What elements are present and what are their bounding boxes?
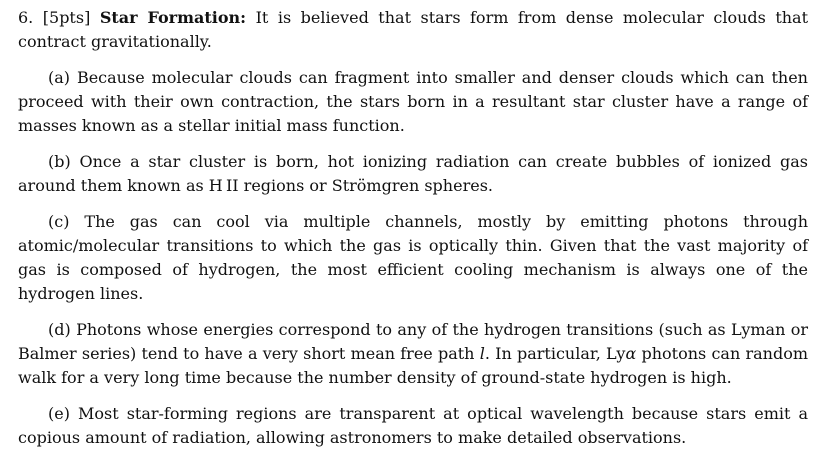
part-b-roman-numeral: II bbox=[225, 176, 239, 195]
part-b-text-before: Once a star cluster is born, hot ionizing radiation can create bubbles of ionized gas around them known as bbox=[18, 152, 808, 195]
part-c bbox=[18, 210, 808, 306]
part-e-label: (e) bbox=[48, 404, 70, 423]
part-b-label: (b) bbox=[48, 152, 71, 171]
problem-points: [5pts] bbox=[42, 8, 91, 27]
part-d-label: (d) bbox=[48, 320, 71, 339]
part-b-text-after: regions or Strömgren spheres. bbox=[243, 176, 493, 195]
part-d-alpha-symbol: α bbox=[625, 344, 637, 363]
part-d-text-after: photons can random walk for a very long time because the number density of ground-state hydrogen is high. bbox=[18, 344, 809, 387]
part-d-mean-free-path-symbol: l bbox=[479, 344, 485, 363]
part-c-text: The gas can cool via multiple channels, mostly by emitting photons through atomic/molecular transitions to which the gas is optically thin. Given that the vast majority of gas is composed of hydrogen, the most efficient cooling mechanism is always one of the hydrogen lines. bbox=[18, 212, 808, 303]
part-a-label: (a) bbox=[48, 68, 71, 87]
part-d-text-mid: . In particular, Ly bbox=[484, 344, 626, 363]
part-d bbox=[18, 318, 808, 390]
problem-intro-text: It is believed that stars form from dense molecular clouds that contract gravitationally. bbox=[18, 8, 809, 51]
part-a bbox=[18, 66, 808, 138]
part-e-text: Most star-forming regions are transparent at optical wavelength because stars emit a copious amount of radiation, allowing astronomers to make detailed observations. bbox=[18, 404, 808, 447]
problem-intro bbox=[18, 6, 808, 54]
part-b bbox=[18, 150, 808, 198]
part-c-label: (c) bbox=[48, 212, 70, 231]
problem-heading: Star Formation: bbox=[99, 8, 247, 27]
part-d-text-before: Photons whose energies correspond to any of the hydrogen transitions (such as Lyman or Balmer series) tend to have a very short mean free path bbox=[18, 320, 808, 363]
part-b-h-symbol: H bbox=[208, 176, 223, 195]
problem-number: 6. bbox=[18, 8, 34, 27]
part-a-text: Because molecular clouds can fragment into smaller and denser clouds which can then proceed with their own contraction, the stars born in a resultant star cluster have a range of masses known as a stellar initial mass function. bbox=[18, 68, 808, 135]
